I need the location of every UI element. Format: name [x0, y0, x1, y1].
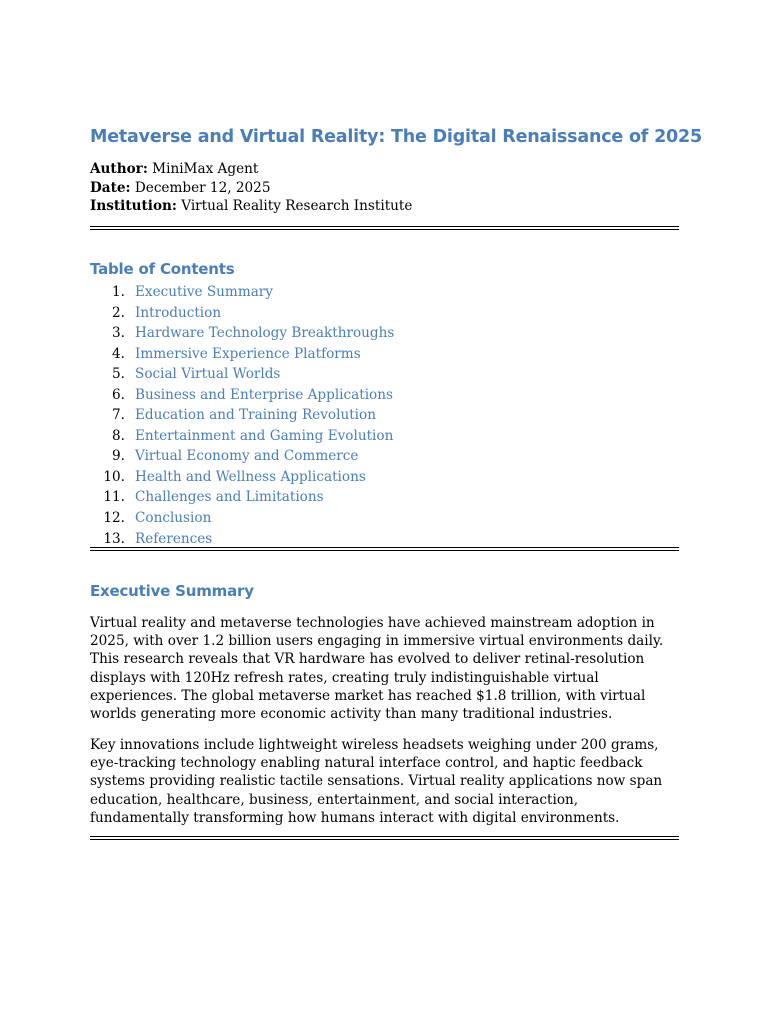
institution-line	[90, 197, 412, 216]
toc-link-immersive-platforms[interactable]: Immersive Experience Platforms	[135, 345, 361, 362]
toc-link-health[interactable]: Health and Wellness Applications	[135, 468, 366, 485]
toc-link-social-worlds[interactable]: Social Virtual Worlds	[135, 366, 281, 383]
toc-item-number: 5.	[112, 366, 125, 383]
toc-link-conclusion[interactable]: Conclusion	[135, 510, 212, 527]
date-key: Date:	[90, 179, 131, 196]
toc-item	[90, 323, 395, 344]
toc-link-virtual-economy[interactable]: Virtual Economy and Commerce	[135, 448, 359, 465]
toc-item-number: 13.	[103, 530, 125, 547]
toc-link-hardware[interactable]: Hardware Technology Breakthroughs	[135, 325, 395, 342]
toc-item	[90, 467, 366, 488]
toc-item	[90, 487, 324, 508]
toc-link-executive-summary[interactable]: Executive Summary	[135, 284, 273, 300]
toc-item	[90, 303, 222, 324]
executive-summary-paragraph: Virtual reality and metaverse technologies have achieved mainstream adoption in 2025, with over 1.2 billion users engaging in immersive virtual environments daily. This research reveals that VR hardware has evolved to deliver retinal-resolution displays with 120Hz refresh rates, creating truly indistinguishable virtual experiences. The global metaverse market has reached $1.8 trillion, with virtual worlds generating more economic activity than many traditional industries.	[90, 615, 664, 723]
toc-list	[90, 282, 395, 549]
toc-item-number: 3.	[112, 325, 125, 342]
executive-summary-paragraph: Key innovations include lightweight wireless headsets weighing under 200 grams, eye-tracking technology enabling natural interface control, and haptic feedback systems providing realistic tactile sensations. Virtual reality applications now span education, healthcare, business, entertainment, and social interaction, fundamentally transforming how humans interact with digital environments.	[90, 737, 663, 826]
institution-value: Virtual Reality Research Institute	[181, 198, 413, 215]
executive-summary-heading: Executive Summary	[90, 582, 254, 600]
toc-link-business[interactable]: Business and Enterprise Applications	[135, 386, 393, 403]
toc-item-number: 10.	[103, 468, 125, 485]
toc-link-entertainment[interactable]: Entertainment and Gaming Evolution	[135, 427, 394, 444]
date-value: December 12, 2025	[134, 179, 271, 196]
toc-item	[90, 446, 359, 467]
toc-item-number: 7.	[112, 407, 125, 424]
institution-key: Institution:	[90, 198, 177, 215]
toc-item	[90, 385, 393, 406]
toc-item	[90, 405, 376, 426]
toc-item-number: 6.	[112, 386, 125, 403]
author-key: Author:	[90, 161, 148, 177]
toc-link-introduction[interactable]: Introduction	[135, 304, 222, 321]
toc-item	[90, 364, 281, 385]
toc-heading: Table of Contents	[90, 260, 235, 278]
date-line	[90, 179, 412, 198]
author-value: MiniMax Agent	[152, 161, 259, 177]
toc-item-number: 9.	[112, 448, 125, 465]
document-title: Metaverse and Virtual Reality: The Digital Renaissance of 2025	[90, 127, 702, 147]
section-divider	[90, 226, 679, 230]
toc-item	[90, 344, 361, 365]
document-meta	[90, 160, 412, 216]
section-divider	[90, 547, 679, 551]
toc-link-challenges[interactable]: Challenges and Limitations	[135, 489, 324, 506]
toc-item-number: 12.	[103, 510, 125, 527]
toc-item-number: 11.	[103, 489, 125, 506]
toc-item-number: 1.	[112, 284, 125, 300]
toc-item-number: 2.	[112, 304, 125, 321]
toc-item	[90, 426, 394, 447]
toc-link-education[interactable]: Education and Training Revolution	[135, 407, 376, 424]
section-divider	[90, 836, 679, 840]
toc-item	[90, 282, 273, 303]
toc-item-number: 4.	[112, 345, 125, 362]
toc-link-references[interactable]: References	[135, 530, 213, 547]
toc-item	[90, 508, 212, 529]
author-line	[90, 160, 412, 179]
toc-item-number: 8.	[112, 427, 125, 444]
